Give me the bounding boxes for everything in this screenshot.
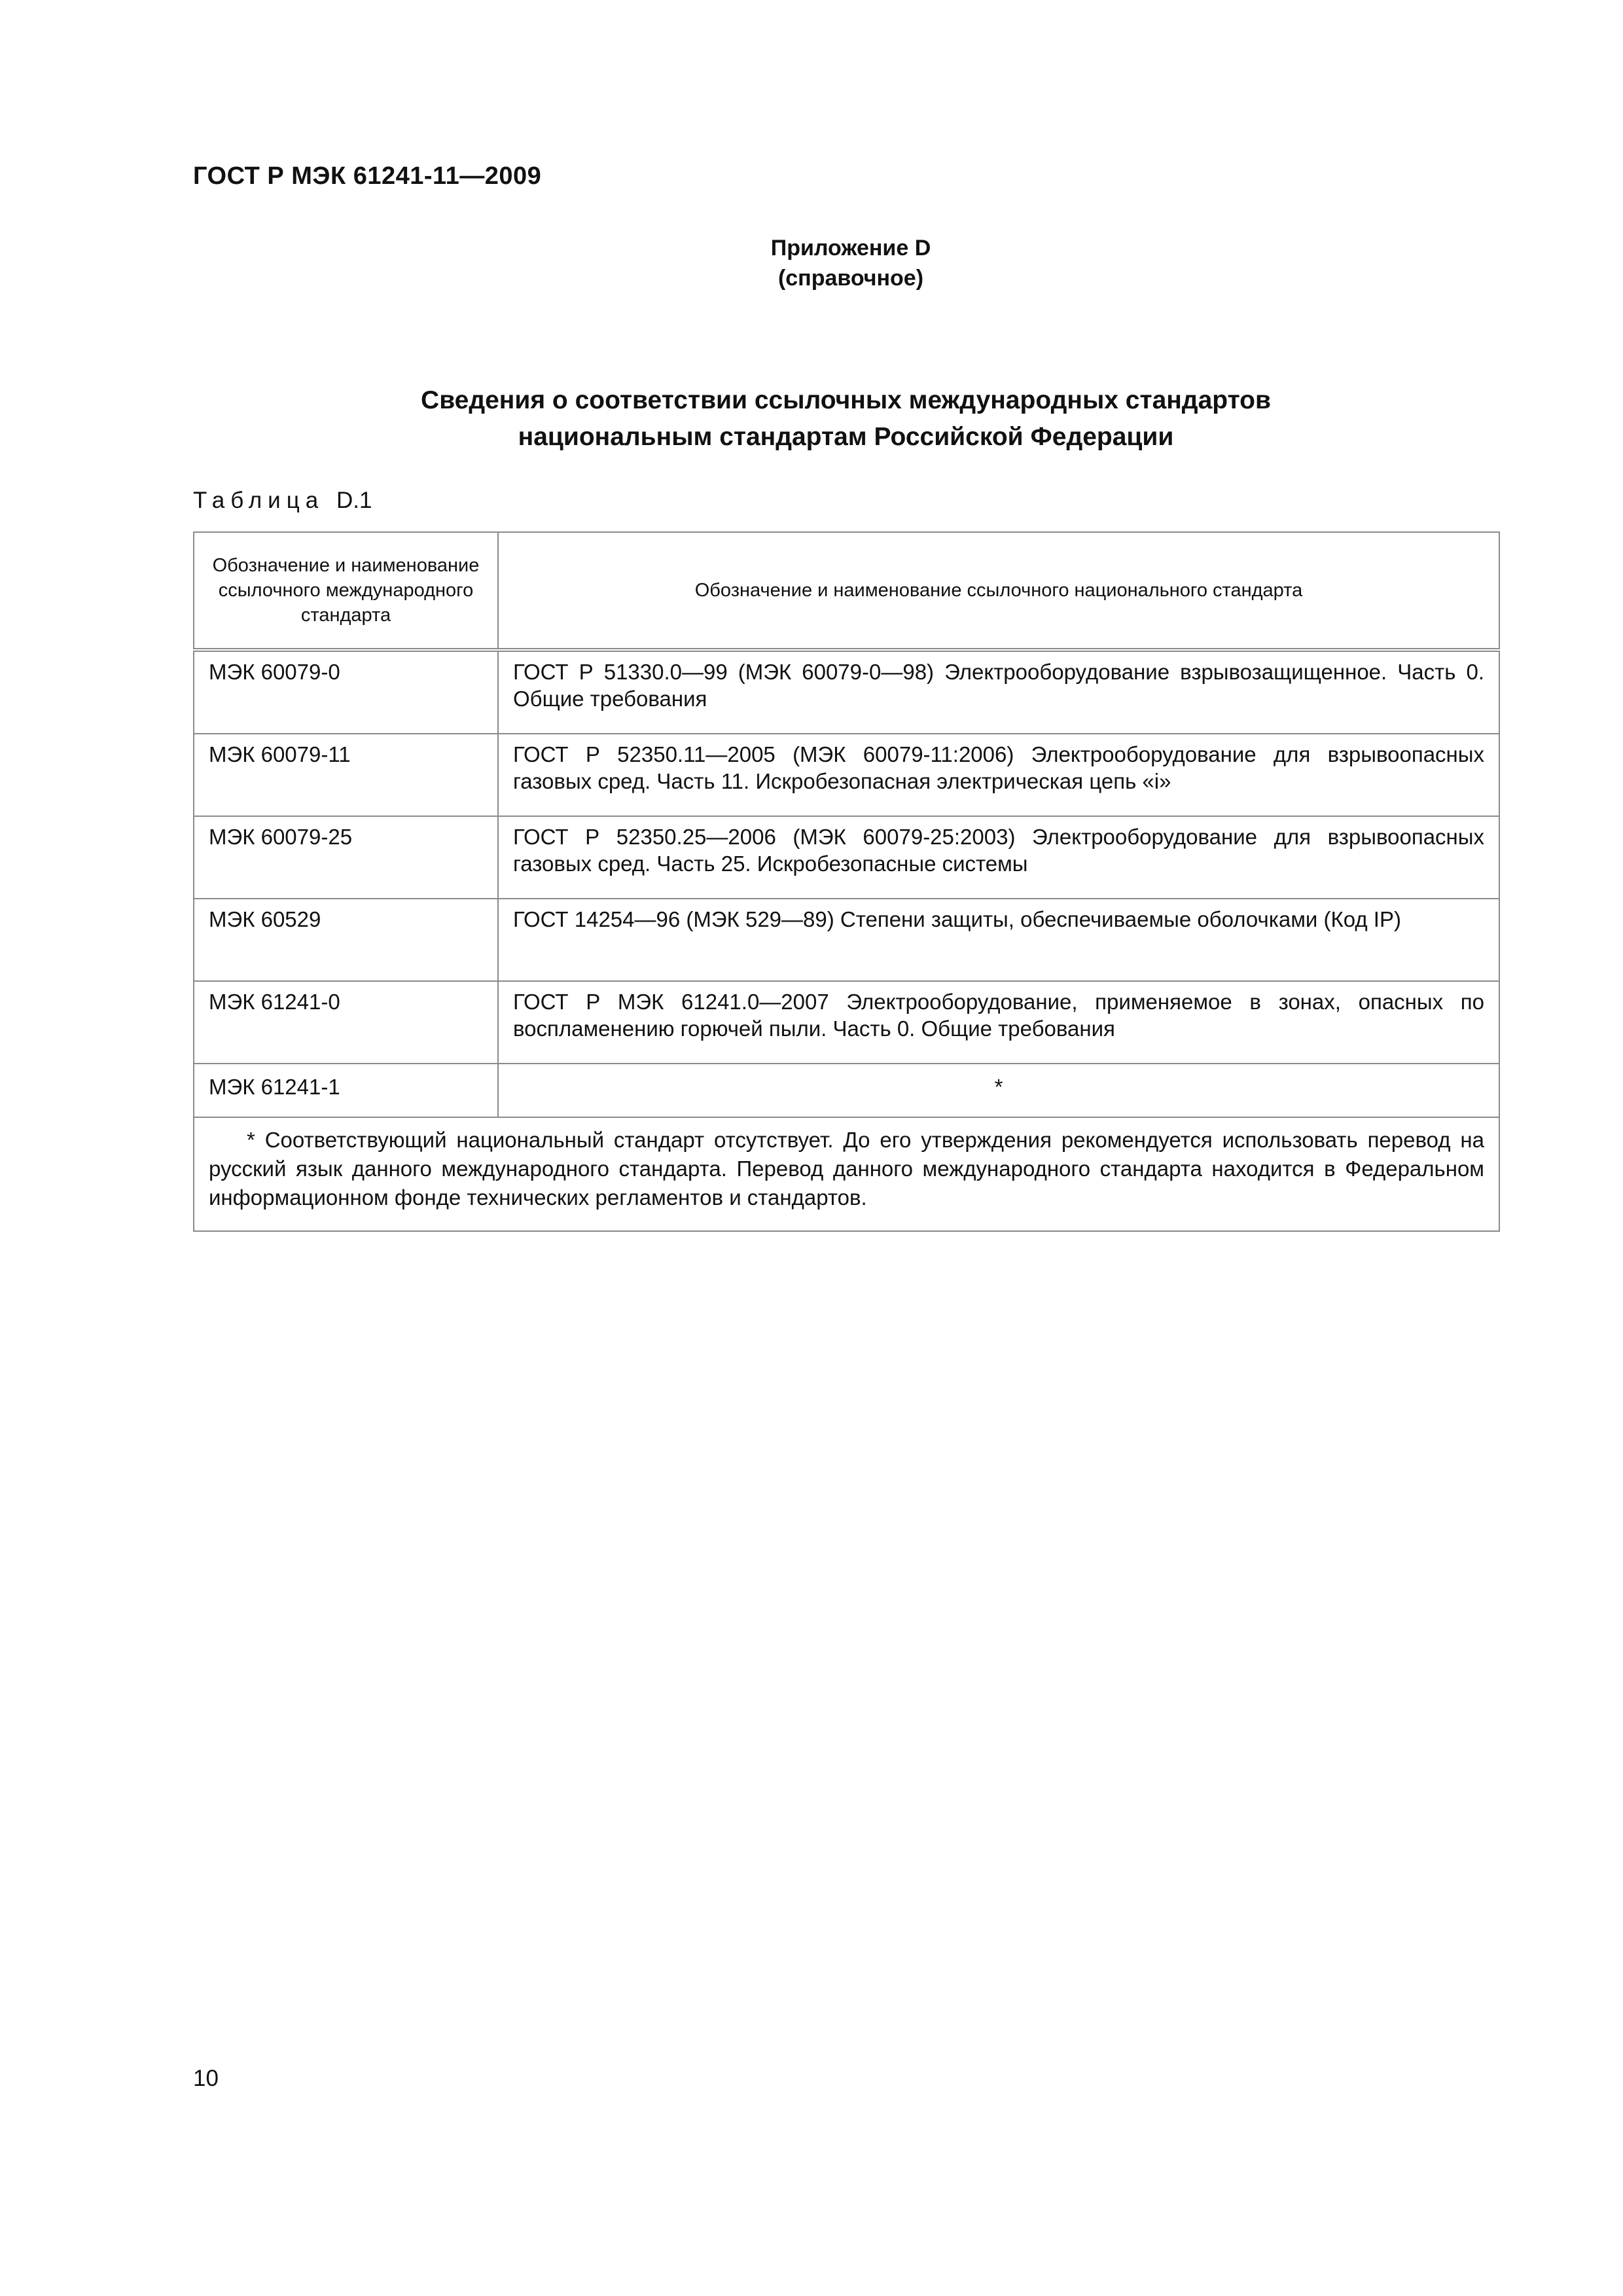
cell-international: МЭК 60079-0: [194, 650, 498, 734]
table-row: [194, 1064, 1499, 1117]
cell-international: МЭК 60079-25: [194, 816, 498, 899]
table-header-row: [194, 532, 1499, 650]
cell-international: МЭК 60529: [194, 899, 498, 981]
table-footnote: * Соответствующий национальный стандарт отсутствует. До его утверждения рекомендуется использовать перевод на русский язык данного международного стандарта. Перевод данного международного стандарта находится в Федеральном информационном фонде технических регламентов и стандартов.: [194, 1117, 1499, 1231]
cell-national: ГОСТ Р 52350.11—2005 (МЭК 60079-11:2006) Электрооборудование для взрывоопасных газовых сред. Часть 11. Искробезопасная электрическая цепь «i»: [498, 734, 1499, 816]
page-number: 10: [193, 2066, 219, 2091]
header-international-standard: Обозначение и наименование ссылочного международного стандарта: [194, 532, 498, 650]
cell-international: МЭК 61241-1: [194, 1064, 498, 1117]
cell-national: *: [498, 1064, 1499, 1117]
section-title-line-2: национальным стандартам Российской Федерации: [518, 423, 1174, 451]
section-title-line-1: Сведения о соответствии ссылочных международных стандартов: [421, 386, 1271, 414]
header-national-standard: Обозначение и наименование ссылочного национального стандарта: [498, 532, 1499, 650]
cell-national: ГОСТ 14254—96 (МЭК 529—89) Степени защиты, обеспечиваемые оболочками (Код IP): [498, 899, 1499, 981]
appendix-title: Приложение D: [770, 236, 931, 260]
table-row: [194, 899, 1499, 981]
table-row: [194, 981, 1499, 1064]
table-caption-number: D.1: [336, 488, 372, 513]
appendix-type: (справочное): [777, 266, 924, 291]
table-container: [193, 531, 1499, 1232]
document-header-code: ГОСТ Р МЭК 61241-11—2009: [193, 162, 542, 190]
table-caption-word: Таблица: [193, 488, 325, 513]
table-row: [194, 816, 1499, 899]
cell-national: ГОСТ Р 52350.25—2006 (МЭК 60079-25:2003) Электрооборудование для взрывоопасных газовых сред. Часть 25. Искробезопасные системы: [498, 816, 1499, 899]
table-row: [194, 734, 1499, 816]
cell-international: МЭК 60079-11: [194, 734, 498, 816]
table-caption: [193, 488, 372, 514]
cell-international: МЭК 61241-0: [194, 981, 498, 1064]
table-footnote-row: [194, 1117, 1499, 1231]
cell-national: ГОСТ Р 51330.0—99 (МЭК 60079-0—98) Электрооборудование взрывозащищенное. Часть 0. Общие требования: [498, 650, 1499, 734]
table-row: [194, 650, 1499, 734]
cell-national: ГОСТ Р МЭК 61241.0—2007 Электрооборудование, применяемое в зонах, опасных по воспламенению горючей пыли. Часть 0. Общие требования: [498, 981, 1499, 1064]
standards-table: [193, 531, 1500, 1232]
